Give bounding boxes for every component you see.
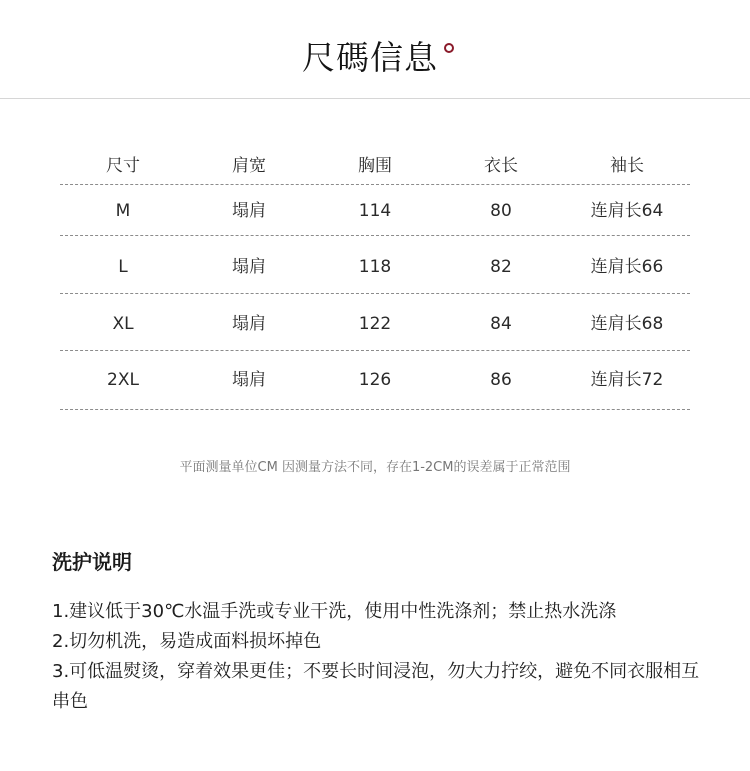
table-row: [60, 294, 690, 351]
care-item: 3.可低温熨烫，穿着效果更佳；不要长时间浸泡，勿大力拧绞，避免不同衣服相互串色: [52, 661, 700, 712]
cell-shoulder: 塌肩: [232, 201, 266, 221]
table-header-row: [60, 148, 690, 185]
cell-sleeve: 连肩长64: [590, 201, 664, 221]
cell-length: 84: [490, 314, 512, 334]
column-header-length: 衣长: [484, 156, 518, 176]
care-instructions-list: [52, 597, 702, 717]
cell-size: XL: [112, 314, 134, 334]
care-section-title: 洗护说明: [52, 550, 132, 574]
page-header: [0, 0, 750, 99]
cell-size: L: [118, 257, 128, 277]
table-row: [60, 236, 690, 294]
table-row: [60, 185, 690, 236]
column-header-chest: 胸围: [358, 156, 392, 176]
cell-shoulder: 塌肩: [232, 314, 266, 334]
cell-chest: 122: [358, 314, 392, 334]
page-title: 尺碼信息: [302, 38, 438, 77]
column-header-sleeve: 袖长: [610, 156, 644, 176]
cell-size: M: [115, 201, 131, 221]
cell-length: 80: [490, 201, 512, 221]
cell-chest: 114: [358, 201, 392, 221]
care-item: 2.切勿机洗，易造成面料损坏掉色: [52, 631, 322, 652]
table-row: [60, 351, 690, 410]
cell-shoulder: 塌肩: [232, 257, 266, 277]
cell-chest: 126: [358, 370, 392, 390]
cell-shoulder: 塌肩: [232, 370, 266, 390]
cell-sleeve: 连肩长68: [590, 314, 664, 334]
care-item: 1.建议低于30℃水温手洗或专业干洗，使用中性洗涤剂；禁止热水洗涤: [52, 601, 617, 622]
cell-chest: 118: [358, 257, 392, 277]
cell-sleeve: 连肩长66: [590, 257, 664, 277]
cell-length: 82: [490, 257, 512, 277]
column-header-shoulder: 肩宽: [232, 156, 266, 176]
measurement-note: 平面测量单位CM 因测量方法不同，存在1-2CM的误差属于正常范围: [179, 460, 571, 475]
column-header-size: 尺寸: [106, 156, 140, 176]
size-table: [60, 148, 690, 410]
cell-length: 86: [490, 370, 512, 390]
cell-size: 2XL: [107, 370, 139, 390]
cell-sleeve: 连肩长72: [590, 370, 664, 390]
circle-dot-icon: [444, 43, 454, 53]
